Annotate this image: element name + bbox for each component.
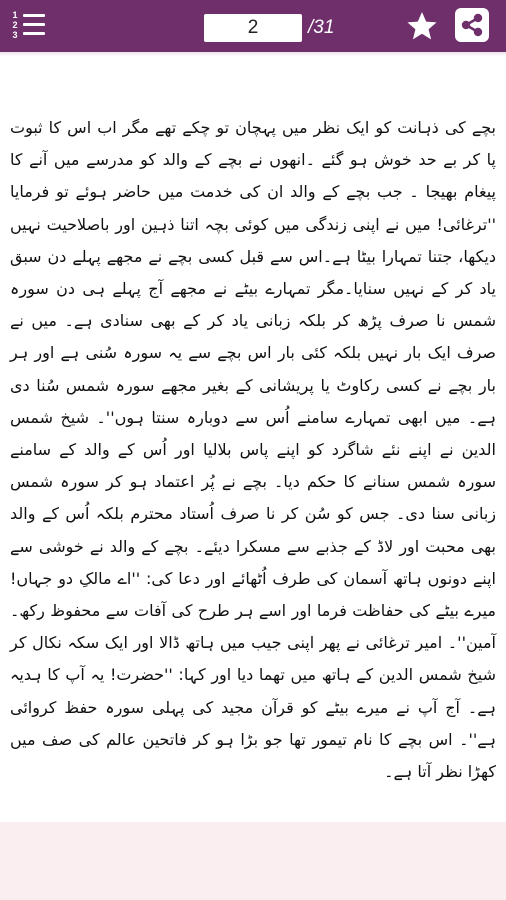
star-icon <box>406 10 438 42</box>
bottom-strip <box>0 822 506 900</box>
story-text-area <box>10 112 496 812</box>
bookmark-button[interactable] <box>406 10 438 42</box>
page-total-label: /31 <box>308 17 335 38</box>
menu-number: 1 <box>12 10 18 20</box>
menu-number: 3 <box>12 30 18 40</box>
menu-number: 2 <box>12 20 18 30</box>
chapter-list-button[interactable] <box>8 8 48 44</box>
list-line <box>23 32 45 35</box>
page-number-input[interactable] <box>204 14 302 42</box>
top-toolbar <box>0 0 506 52</box>
list-line <box>23 14 45 17</box>
toolbar-shadow <box>0 52 506 56</box>
story-paragraph: بچے کی ذہانت کو ایک نظر میں پہچان تو چکے تھے مگر اب اس کا ثبوت پا کر بے حد خوش ہو گئے ۔انھوں نے بچے کے والد کو مدرسے میں آنے کا پیغام بھیجا ۔ جب بچے کے والد ان کی خدمت میں حاضر ہوئے تو فرمایا ''ترغائی! میں نے اپنی زندگی میں کوئی بچہ اتنا ذہین اور باصلاحیت نہیں دیکھا، جتنا تمہارا بیٹا ہے۔اس سے قبل کسی بچے نے مجھے پہلے دن سبق یاد کر کے نہیں سنایا۔مگر تمہارے بیٹے نے مجھے آج پہلے ہی دن سورہ شمس نا صرف پڑھ کر بلکہ زبانی یاد کر کے بھی سنادی ہے۔ میں نے صرف ایک بار نہیں بلکہ کئی بار اس بچے سے یہ سورہ سُنی ہے اور ہر بار بچے نے کسی رکاوٹ یا پریشانی کے بغیر مجھے سورہ شمس سُنا دی ہے۔ میں ابھی تمہارے سامنے اُس سے دوبارہ سنتا ہوں''۔ شیخ شمس الدین نے اپنے نئے شاگرد کو اپنے پاس بلالیا اور اُس کے والد کے سامنے سورہ شمس سنانے کا حکم دیا۔ بچے نے پُر اعتماد ہو کر سورہ شمس زبانی سنا دی۔ جس کو سُن کر نا صرف اُستاد محترم بلکہ اُس کے والد بھی محبت اور لاڈ کے جذبے سے مسکرا دیئے۔ بچے کے والد نے خوشی سے اپنے دونوں ہاتھ آسمان کی طرف اُٹھائے اور دعا کی: ''اے مالکِ دو جہاں! میرے بیٹے کی حفاظت فرما اور اسے ہر طرح کی آفات سے محفوظ رکھ۔ آمین''۔ امیر ترغائی نے پھر اپنی جیب میں ہاتھ ڈالا اور ایک سکہ نکال کر شیخ شمس الدین کے ہاتھ میں تھما دیا اور کہا: ''حضرت! یہ آپ کا ہدیہ ہے۔ آج آپ نے میرے بیٹے کو قرآن مجید کی پہلی سورہ حفظ کروائی ہے''۔ اس بچے کا نام تیمور تھا جو بڑا ہو کر فاتحین عالم کی صف میں کھڑا نظر آتا ہے۔ <box>10 118 497 782</box>
share-icon <box>455 8 489 42</box>
list-line <box>23 23 45 26</box>
share-button[interactable] <box>455 8 489 42</box>
numbered-list-icon <box>10 10 20 40</box>
